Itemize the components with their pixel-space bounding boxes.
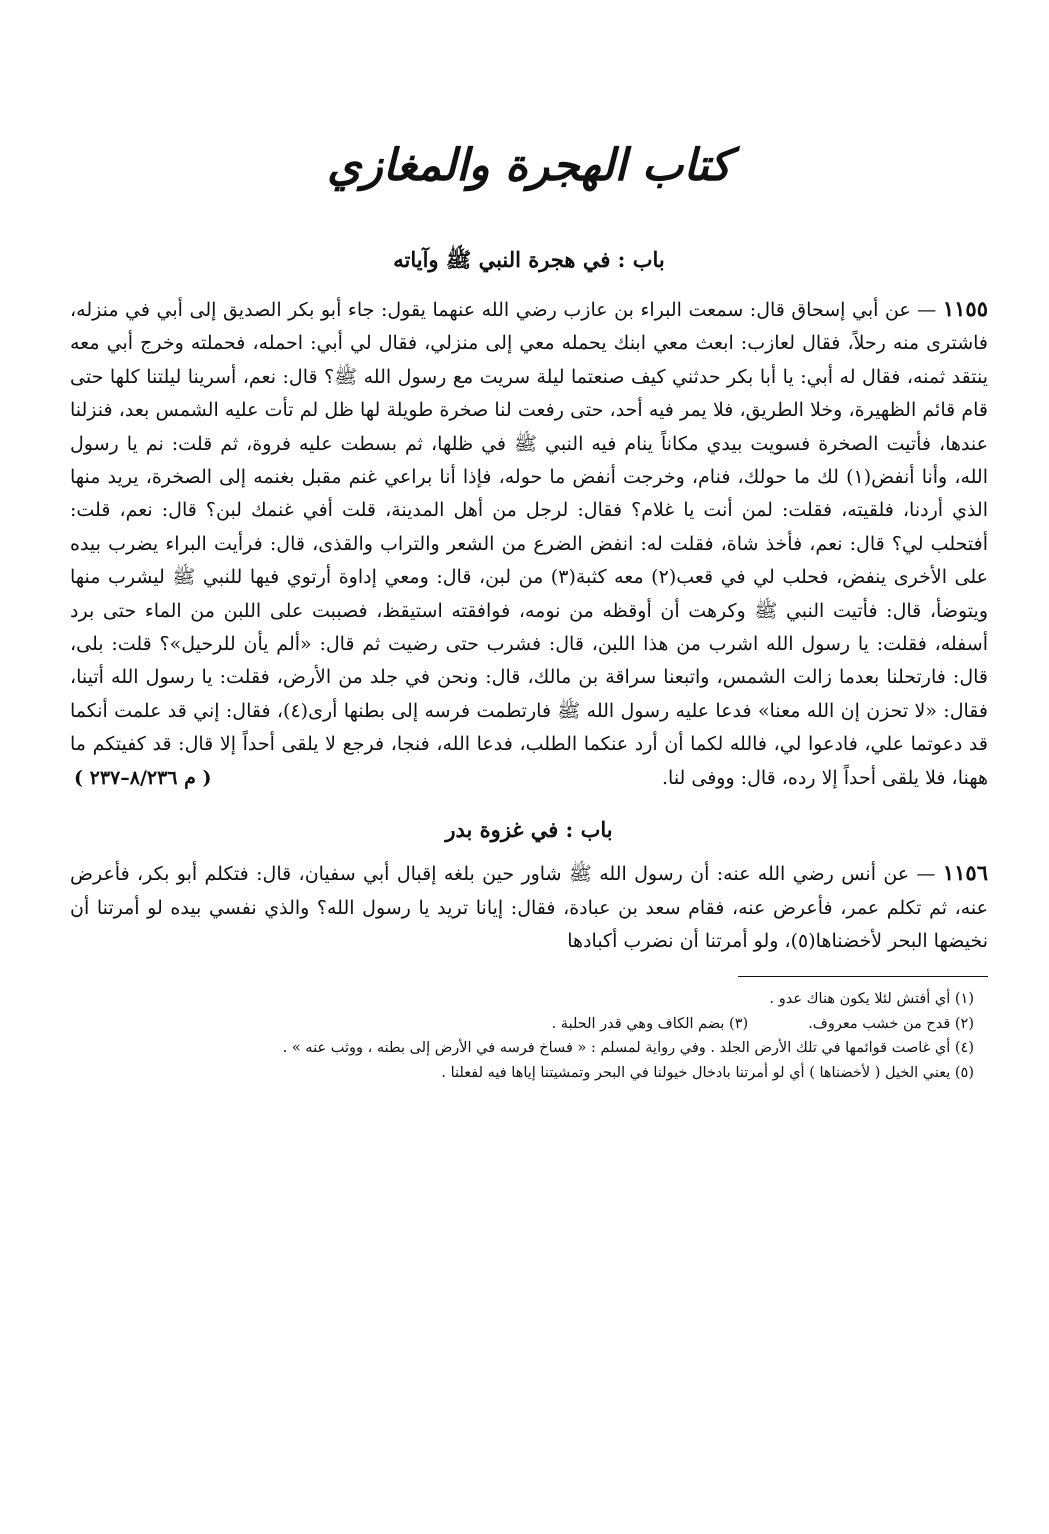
- footnote-4: (٤) أي غاصت قوائمها في تلك الأرض الجلد . وفي رواية لمسلم : « فساخ فرسه في الأرض إلى بطنه ، ووثب عنه » .: [282, 1040, 974, 1057]
- page: [70, 120, 988, 1085]
- hadith-1156: [70, 856, 988, 958]
- section-gap: [70, 795, 988, 809]
- footnote-row: [70, 1012, 974, 1037]
- footnote-5: (٥) يعني الخيل ( لأخضناها ) أي لو أمرتنا بادخال خيولنا في البحر وتمشيتنا إياها فيه لفعلنا .: [441, 1064, 974, 1081]
- footnotes: [70, 987, 988, 1085]
- hadith-text: — عن أنس رضي الله عنه: أن رسول الله ﷺ شاور حين بلغه إقبال أبي سفيان، قال: فتكلم أبو بكر، فأعرض عنه، ثم تكلم عمر، فأعرض عنه، فقام سعد بن عبادة، فقال: إيانا تريد يا رسول الله؟ والذي نفسي بيده لو أمرتنا أن نخيضها البحر لأخضناها(٥)، ولو أمرتنا أن نضرب أكبادها: [70, 863, 988, 952]
- footnote-2: (٢) قدح من خشب معروف.: [808, 1015, 974, 1032]
- footnote-divider: [738, 976, 988, 977]
- footnote-3: (٣) بضم الكاف وهي قدر الحلبة .: [551, 1015, 749, 1032]
- hadith-reference: ( م ٨/٢٣٦–٢٣٧ ): [74, 766, 212, 789]
- footnote-1: (١) أي أفتش لئلا يكون هناك عدو .: [769, 991, 974, 1008]
- section-heading-badr: باب : في غزوة بدر: [445, 817, 613, 843]
- book-title: كتاب الهجرة والمغازي: [327, 140, 731, 191]
- section-heading-hijra: باب : في هجرة النبي ﷺ وآياته: [393, 247, 665, 272]
- hadith-number: ١١٥٥: [942, 296, 988, 321]
- hadith-1155: [70, 292, 988, 795]
- hadith-number: ١١٥٦: [942, 860, 988, 886]
- hadith-text: — عن أبي إسحاق قال: سمعت البراء بن عازب رضي الله عنهما يقول: جاء أبو بكر الصديق إلى أبي في منزله، فاشترى منه رحلاً، فقال لعازب: ابعث معي ابنك يحمله معي إلى منزلي، فقال لي أبي: احمله، فحملته وخرج أبي معه ينتقد ثمنه، فقال له أبي: يا أبا بكر حدثني كيف صنعتما ليلة سريت مع رسول الله ﷺ؟ قال: نعم، أسرينا ليلتنا كلها حتى قام قائم الظهيرة، وخلا الطريق، فلا يمر فيه أحد، حتى رفعت لنا صخرة طويلة لها ظل لم تأت عليه الشمس بعد، فنزلنا عندها، فأتيت الصخرة فسويت بيدي مكاناً ينام فيه النبي ﷺ في ظلها، ثم بسطت عليه فروة، ثم قلت: نم يا رسول الله، وأنا أنفض(١) لك ما حولك، فنام، وخرجت أنفض ما حوله، فإذا أنا براعي غنم مقبل بغنمه إلى الصخرة، يريد منها الذي أردنا، فلقيته، فقلت: لمن أنت يا غلام؟ فقال: لرجل من أهل المدينة، قلت أفي غنمك لبن؟ قال: نعم، قلت: أفتحلب لي؟ قال: نعم، فأخذ شاة، فقلت له: انفض الضرع من الشعر والتراب والقذى، قال: فرأيت البراء يضرب بيده على الأخرى ينفض، فحلب لي في قعب(٢) معه كثبة(٣) من لبن، قال: ومعي إداوة أرتوي فيها للنبي ﷺ ليشرب منها ويتوضأ، قال: فأتيت النبي ﷺ وكرهت أن أوقظه من نومه، فوافقته استيقظ، فصببت على اللبن من الماء حتى برد أسفله، فقلت: يا رسول الله اشرب من هذا اللبن، قال: فشرب حتى رضيت ثم قال: «ألم يأن للرحيل»؟ قلت: بلى، قال: فارتحلنا بعدما زالت الشمس، واتبعنا سراقة بن مالك، قال: ونحن في جلد من الأرض، فقلت: يا رسول الله أتينا، فقال: «لا تحزن إن الله معنا» فدعا عليه رسول الله ﷺ فارتطمت فرسه إلى بطنها أرى(٤)، فقال: إني قد علمت أنكما قد دعوتما علي، فادعوا لي، فالله لكما أن أرد عنكما الطلب، فدعا الله، فنجا، فرجع لا يلقى أحداً إلا قال: قد كفيتكم ما ههنا، فلا يلقى أحداً إلا رده، قال: ووفى لنا.: [70, 299, 989, 789]
